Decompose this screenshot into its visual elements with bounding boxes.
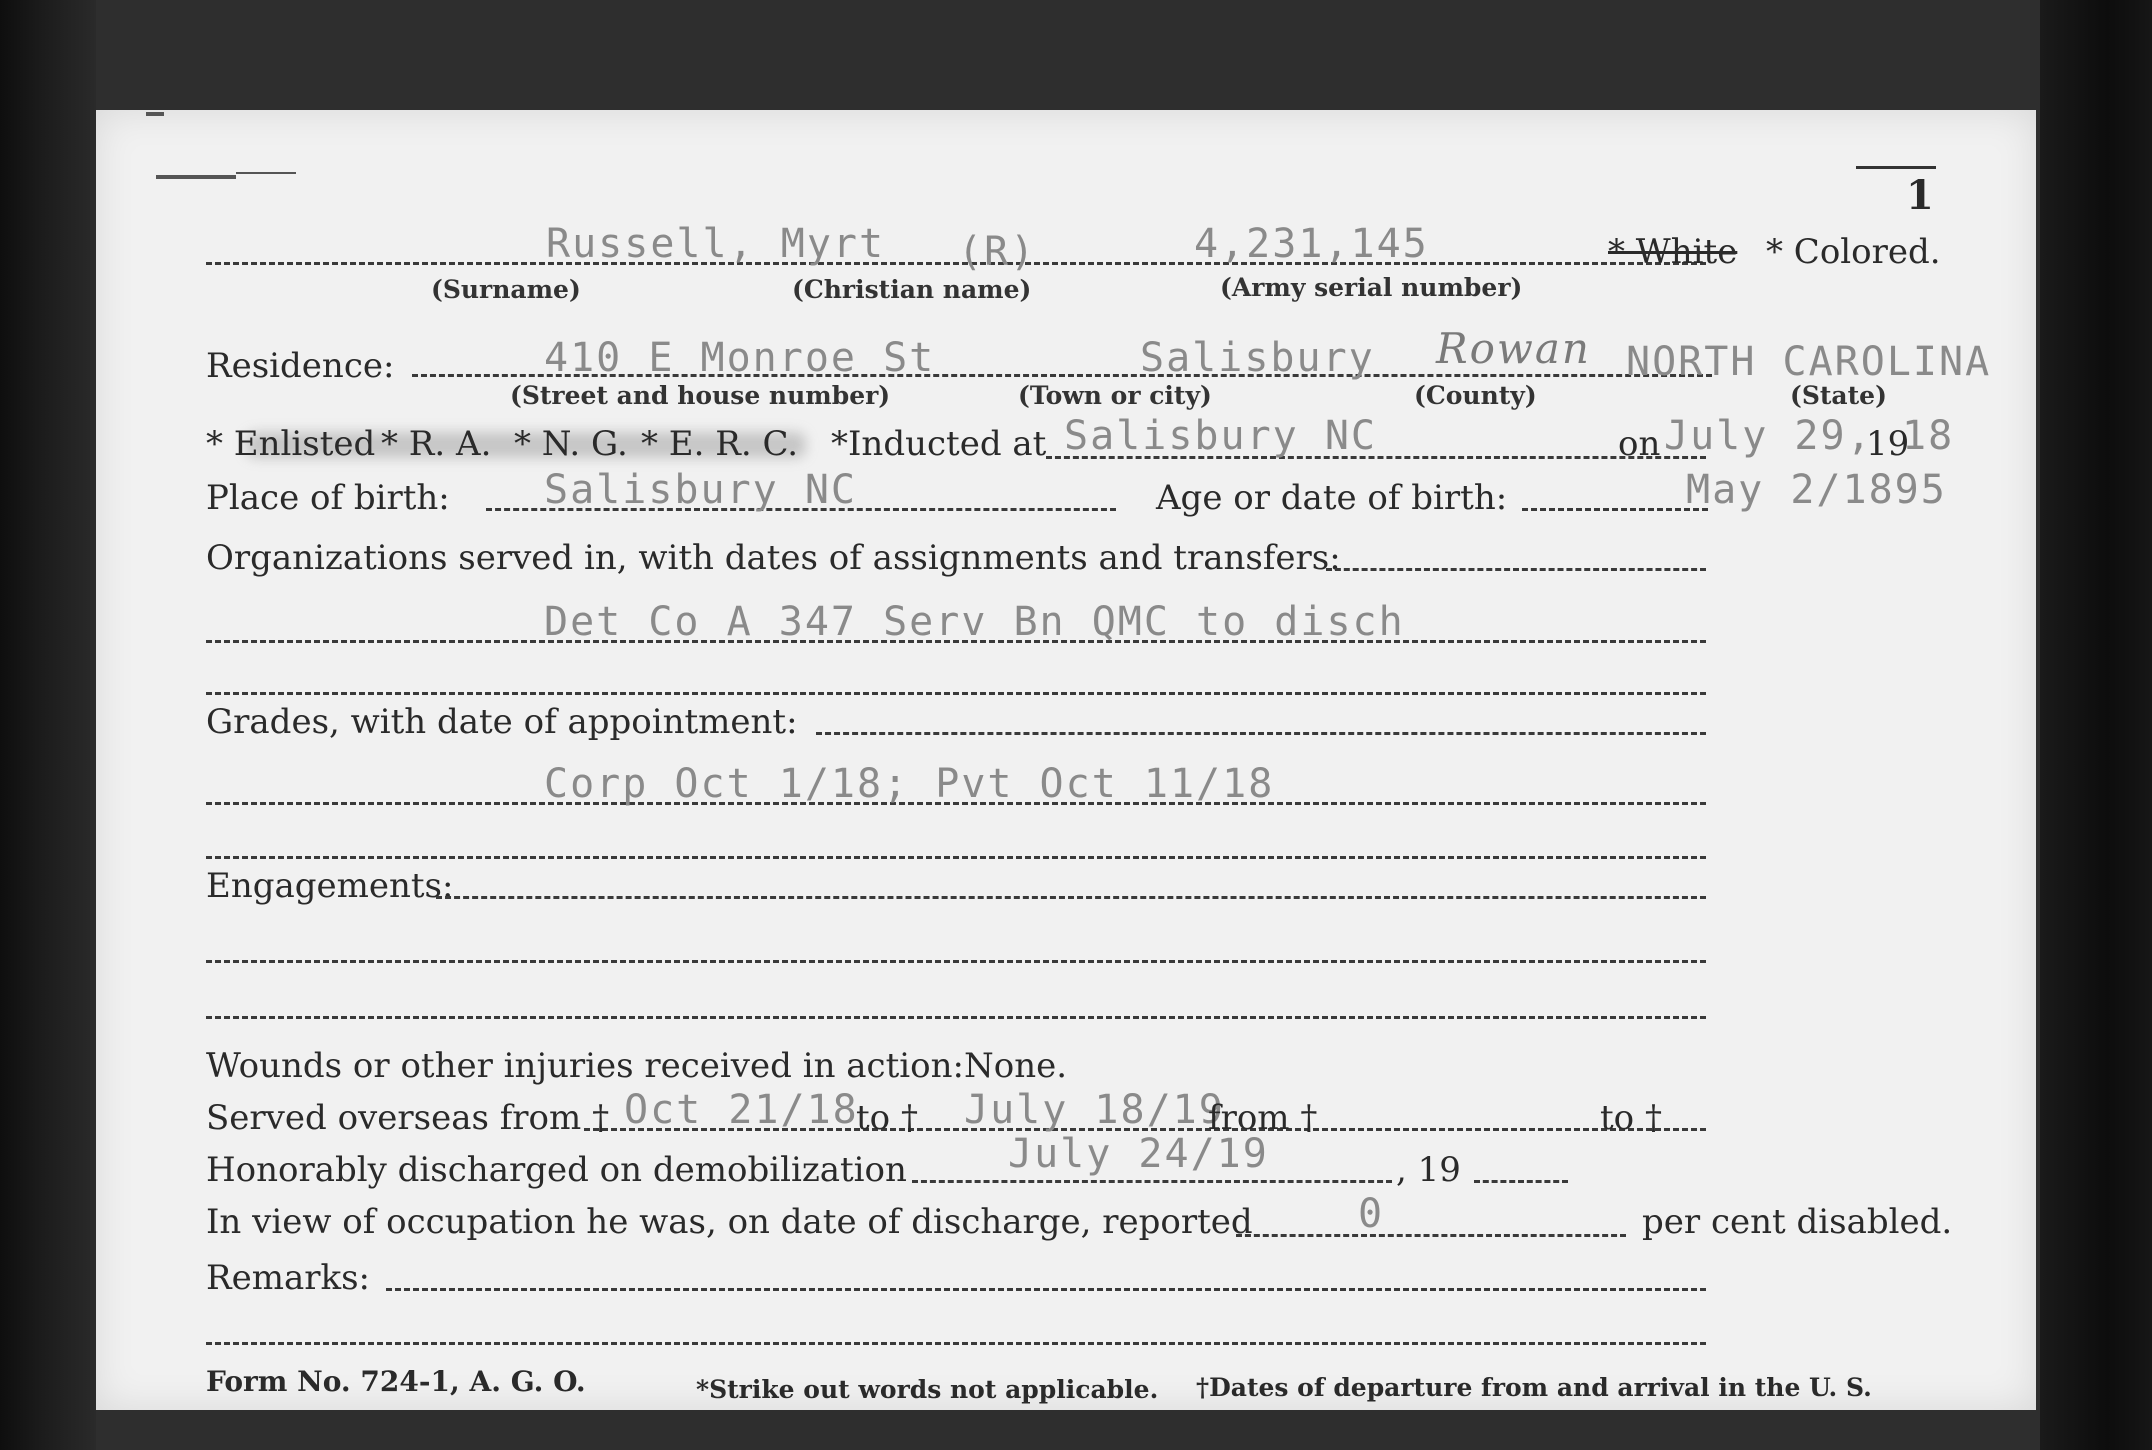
ra-option: * R. A. <box>381 424 492 464</box>
discharge-label: Honorably discharged on demobilization <box>206 1150 907 1190</box>
overseas-from-1: Oct 21/18 <box>624 1087 859 1133</box>
engagements-line-3 <box>206 1016 1706 1019</box>
birthdate-value: May 2/1895 <box>1686 467 1947 513</box>
grades-line-3 <box>206 856 1706 859</box>
engagements-line-2 <box>206 960 1706 963</box>
residence-label: Residence: <box>206 346 395 386</box>
card-number: 1 <box>1906 172 1934 219</box>
year-prefix: 19 <box>1866 424 1910 464</box>
name-line <box>206 262 1706 265</box>
overseas-label: Served overseas from † <box>206 1098 610 1138</box>
wounds-label: Wounds or other injuries received in action: <box>206 1046 964 1086</box>
inducted-at-value: Salisbury NC <box>1064 413 1377 459</box>
residence-state: NORTH CAROLINA <box>1626 339 1992 385</box>
erc-option: * E. R. C. <box>641 424 799 464</box>
on-label: on <box>1618 424 1661 464</box>
name-value: Russell, Myrt <box>546 221 886 267</box>
footnote-dates: †Dates of departure from and arrival in the U. S. <box>1196 1373 1872 1402</box>
wounds-value: None. <box>964 1046 1068 1086</box>
scratch-mark <box>236 172 296 174</box>
caption-surname: (Surname) <box>431 275 581 304</box>
white-label: * White <box>1608 232 1738 272</box>
residence-city: Salisbury <box>1140 335 1375 381</box>
grades-value: Corp Oct 1/18; Pvt Oct 11/18 <box>544 761 1275 807</box>
caption-christian-name: (Christian name) <box>792 275 1032 304</box>
scratch-mark <box>156 175 236 179</box>
inducted-label: *Inducted at <box>831 424 1047 464</box>
overseas-to-label-1: to † <box>856 1098 918 1138</box>
caption-county: (County) <box>1414 381 1537 410</box>
card-number-rule <box>1856 166 1936 169</box>
colored-label: * Colored. <box>1766 232 1941 272</box>
remarks-line-2 <box>206 1342 1706 1345</box>
residence-street: 410 E Monroe St <box>544 335 936 381</box>
disability-line <box>1236 1234 1626 1237</box>
engagements-label: Engagements: <box>206 866 454 906</box>
organizations-line-1 <box>1326 568 1706 571</box>
remarks-label: Remarks: <box>206 1258 370 1298</box>
form-number: Form No. 724-1, A. G. O. <box>206 1365 586 1398</box>
grades-line-1 <box>816 732 1706 735</box>
discharge-date: July 24/19 <box>1008 1131 1269 1177</box>
enlisted-option: * Enlisted <box>206 424 376 464</box>
organizations-value: Det Co A 347 Serv Bn QMC to disch <box>544 599 1405 645</box>
race-code: (R) <box>958 229 1037 275</box>
remarks-line-1 <box>386 1288 1706 1291</box>
disability-suffix: per cent disabled. <box>1642 1202 1953 1242</box>
discharge-line <box>912 1180 1392 1183</box>
service-record-card <box>96 110 2036 1410</box>
engagements-line-1 <box>436 896 1706 899</box>
ng-option: * N. G. <box>514 424 628 464</box>
birthplace-label: Place of birth: <box>206 478 450 518</box>
discharge-year-label: , 19 <box>1396 1150 1461 1190</box>
inducted-year: 18 <box>1902 413 1955 459</box>
overseas-from-label-2: from † <box>1208 1098 1318 1138</box>
serial-value: 4,231,145 <box>1194 221 1429 267</box>
organizations-line-3 <box>206 692 1706 695</box>
inducted-date: July 29, <box>1664 413 1873 459</box>
disability-value: 0 <box>1358 1191 1385 1237</box>
birthdate-line <box>1522 508 1708 511</box>
residence-county: Rowan <box>1436 324 1591 373</box>
overseas-to-label-2: to † <box>1600 1098 1662 1138</box>
footnote-strike: *Strike out words not applicable. <box>696 1375 1159 1404</box>
disability-label: In view of occupation he was, on date of discharge, reported <box>206 1202 1253 1242</box>
birthdate-label: Age or date of birth: <box>1156 478 1508 518</box>
overseas-to-1: July 18/19 <box>964 1087 1225 1133</box>
caption-state: (State) <box>1790 381 1887 410</box>
caption-serial: (Army serial number) <box>1220 273 1523 302</box>
organizations-label: Organizations served in, with dates of assignments and transfers: <box>206 538 1341 578</box>
grades-label: Grades, with date of appointment: <box>206 702 798 742</box>
discharge-year-line <box>1474 1180 1568 1183</box>
caption-city: (Town or city) <box>1018 381 1212 410</box>
scan-border-left <box>0 0 96 1450</box>
scan-border-right <box>2040 0 2152 1450</box>
caption-street: (Street and house number) <box>510 381 891 410</box>
scratch-mark <box>146 112 164 116</box>
birthplace-value: Salisbury NC <box>544 467 857 513</box>
